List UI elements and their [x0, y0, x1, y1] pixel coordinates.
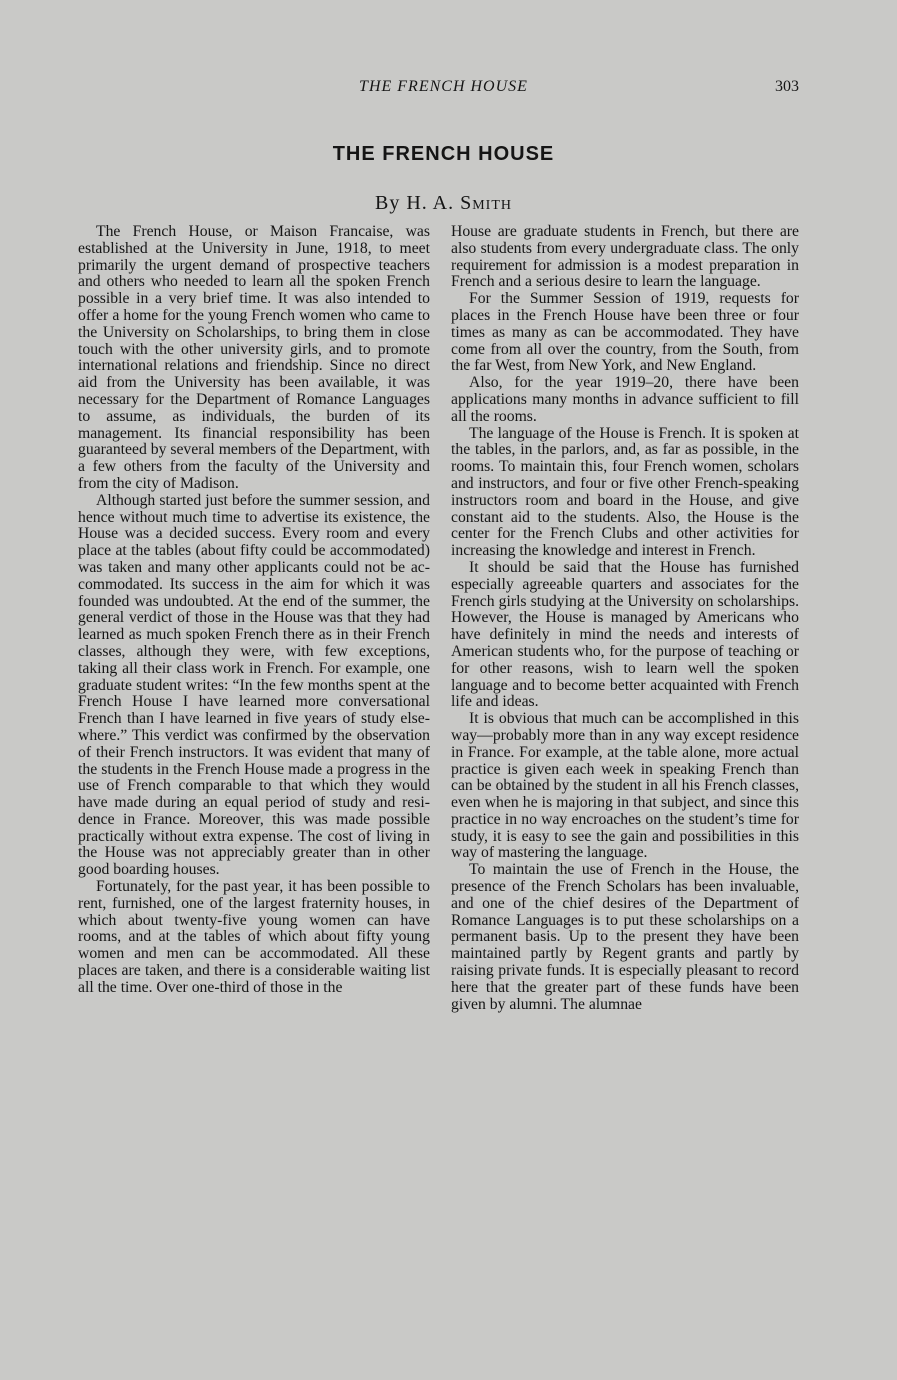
byline-prefix: By [374, 192, 401, 214]
paragraph: For the Summer Session of 1919, requests for places in the French House have been three or four times as many as can be accommodated. They have come from all over the country, from the South, from the far West, from New York, and New England. [451, 290, 799, 375]
paragraph: It should be said that the House has furnished especially agreeable quarters and associates for the French girls studying at the University on scholarships. However, the House is managed by Americans who have definitely in mind the needs and interests of American students who, for the purpose of teaching or for other reasons, wish to learn well the spoken language and to become better acquainted with French life and ideas. [451, 558, 799, 711]
right-column [451, 224, 799, 1013]
running-head [0, 76, 897, 98]
paragraph: House are graduate students in French, but there are also students from every undergraduate class. The only requirement for admission is a modest preparation in French and a serious desire to learn the language. [451, 223, 799, 291]
byline [0, 190, 887, 216]
byline-author: H. A. Smith [406, 192, 513, 214]
running-head-title: THE FRENCH HOUSE [359, 78, 528, 95]
left-column [78, 224, 430, 997]
paragraph: The French House, or Maison Francaise, was established at the University in June, 1918, to meet primarily the urgent demand of prospective teachers and others who needed to learn all the spoken French possible in a very brief time. It was also intended to offer a home for the young French women who came to the University on Scholarships, to bring them in close touch with the other university girls, and to promote international relations and friendship. Since no direct aid from the University has been available, it was necessary for the Department of Romance Languages to assume, as individuals, the burden of its management. Its financial responsibility has been guaranteed by several members of the Department, with a few others from the faculty of the University and from the city of Madison. [78, 223, 430, 492]
paragraph: The language of the House is French. It is spoken at the tables, in the parlors, and, as far as possible, in the rooms. To maintain this, four French women, scholars and instructors, and four or five other French-speaking instructors room and board in the House, and give constant aid to the students. Also, the House is the center for the French Clubs and other activities for increasing the knowledge and interest in French. [451, 424, 799, 560]
paragraph: Although started just before the summer session, and hence without much time to advertise its existence, the House was a decided success. Every room and every place at the tables (about fifty could be accommodated) was taken and many other applicants could not be accommodated. Its success in the aim for which it was founded was undoubted. At the end of the summer, the general verdict of those in the House was that they had learned as much spoken French there as in their French classes, although they were, with few exceptions, taking all their class work in French. For example, one graduate student writes: “In the few months spent at the French House I have learned more conversational French than I have learned in five years of study elsewhere.” This verdict was confirmed by the observation of their French instructors. It was evident that many of the students in the French House made a progress in the use of French comparable to that which they would have made during an equal period of study and residence in France. Moreover, this was made possible practically without extra expense. The cost of living in the House was not appreciably greater than in other good boarding houses. [78, 491, 430, 879]
paragraph: To maintain the use of French in the House, the presence of the French Scholars has been invaluable, and one of the chief desires of the Department of Romance Languages is to put these scholarships on a permanent basis. Up to the present they have been maintained partly by Regent grants and partly by raising private funds. It is especially pleasant to record here that the greater part of these funds have been given by alumni. The alumnae [451, 861, 799, 1013]
paragraph: Fortunately, for the past year, it has been possible to rent, furnished, one of the largest fraternity houses, in which about twenty-five young women can have rooms, and at the tables of which about fifty young women and men can be accommodated. All these places are taken, and there is a considerable waiting list all the time. Over one-third of those in the [78, 878, 430, 996]
page-number: 303 [775, 78, 799, 95]
paragraph: It is obvious that much can be accomplished in this way—probably more than in any way except residence in France. For example, at the table alone, more actual practice is given each week in speaking French than can be obtained by the student in all his French classes, even when he is majoring in that subject, and since this practice in no way encroaches on the student’s time for study, it is easy to see the gain and possibilities in this way of mastering the language. [451, 710, 799, 862]
paragraph: Also, for the year 1919–20, there have been applications many months in advance sufficient to fill all the rooms. [451, 374, 799, 425]
article-title: THE FRENCH HOUSE [332, 143, 555, 165]
